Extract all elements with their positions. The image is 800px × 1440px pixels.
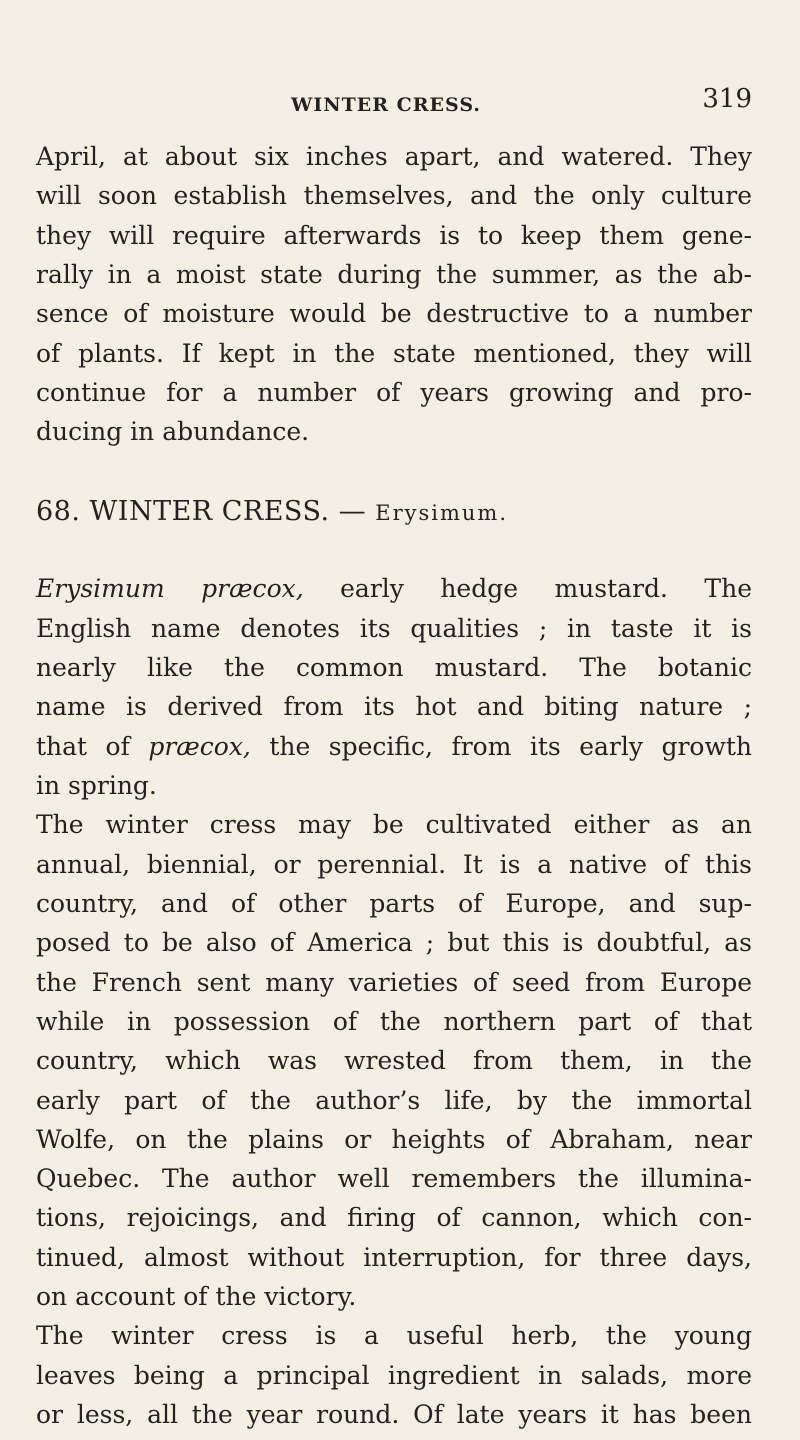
text-line: English name denotes its qualities ; in taste it is <box>36 613 752 643</box>
text-line <box>36 732 752 762</box>
italic-term: Erysimum præcox, <box>36 574 304 604</box>
text-line: The winter cress is a useful herb, the young <box>36 1321 752 1351</box>
text-line: leaves being a principal ingredient in salads, more <box>36 1360 752 1390</box>
section-dash: — <box>338 495 367 527</box>
text-line: the French sent many varieties of seed from Europe <box>36 967 752 997</box>
text-span: the specific, from its early growth <box>250 731 752 761</box>
text-line: on account of the victory. <box>36 1282 357 1312</box>
text-line: name is derived from its hot and biting nature ; <box>36 692 752 722</box>
text-line: country, and of other parts of Europe, and sup- <box>36 888 752 918</box>
text-line: The winter cress may be cultivated either as an <box>36 810 752 840</box>
text-line: or less, all the year round. Of late years it has been <box>36 1400 752 1429</box>
text-line: annual, biennial, or perennial. It is a native of this <box>36 849 752 879</box>
text-line: ducing in abundance. <box>36 417 310 447</box>
text-line: continue for a number of years growing and pro- <box>36 377 752 407</box>
text-line: tions, rejoicings, and firing of cannon, which con- <box>36 1203 752 1233</box>
section-number: 68. <box>36 495 81 527</box>
text-line: country, which was wrested from them, in the <box>36 1046 752 1076</box>
section-genus: Erysimum. <box>375 500 509 525</box>
text-line: in spring. <box>36 771 157 800</box>
text-line: while in possession of the northern part of that <box>36 1006 752 1036</box>
text-line: nearly like the common mustard. The botanic <box>36 653 752 683</box>
text-line: rally in a moist state during the summer, as the ab- <box>36 259 752 289</box>
text-line: April, at about six inches apart, and watered. They <box>36 142 752 171</box>
text-span: early hedge mustard. The <box>303 574 752 604</box>
text-line: early part of the author’s life, by the immortal <box>36 1085 752 1115</box>
text-line: of plants. If kept in the state mentioned, they will <box>36 338 752 368</box>
text-line <box>36 574 752 604</box>
running-head: WINTER CRESS. <box>291 94 481 116</box>
section-heading <box>36 496 752 527</box>
section-title: WINTER CRESS. <box>89 495 330 527</box>
text-line: will soon establish themselves, and the only culture <box>36 181 752 211</box>
italic-term: præcox, <box>148 731 251 761</box>
page-number: 319 <box>702 84 752 114</box>
text-line: they will require afterwards is to keep them gene- <box>36 220 752 250</box>
text-line: Wolfe, on the plains or heights of Abraham, near <box>36 1124 752 1154</box>
text-line: Quebec. The author well remembers the illumina- <box>36 1164 752 1194</box>
text-line: posed to be also of America ; but this is doubtful, as <box>36 928 752 958</box>
text-span: that of <box>36 731 149 761</box>
page-header <box>36 84 756 124</box>
text-line: tinued, almost without interruption, for three days, <box>36 1242 752 1272</box>
text-line: sence of moisture would be destructive to a number <box>36 299 752 329</box>
